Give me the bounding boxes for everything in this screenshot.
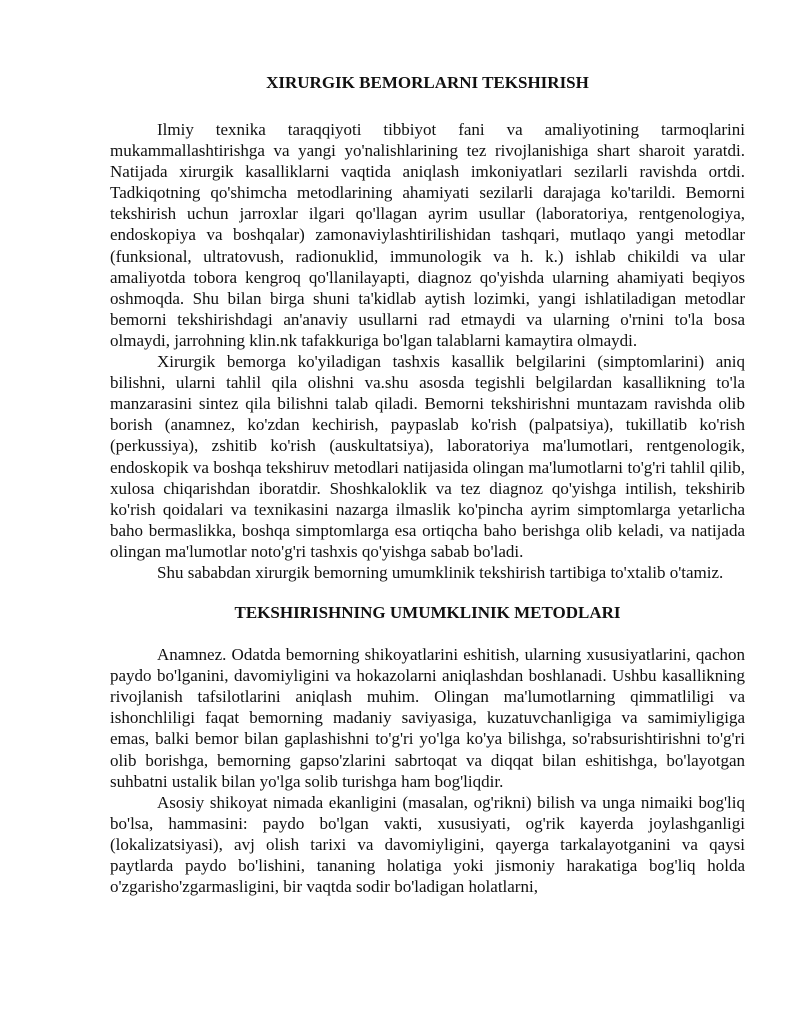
section-paragraph-2: Asosiy shikoyat nimada ekanligini (masalan, og'rikni) bilish va unga nimaiki bog'liq bo'lsa, hammasini: paydo bo'lgan vakti, xususiyati, og'rik kayerda joylashganligi (lokalizatsiyasi), avj olish tarixi va davomiyligini, qayerga tarkalayotganini va qaysi paytlarda paydo bo'lishini, tananing holatiga yoki jismoniy harakatiga bog'liq holda o'zgarisho'zgarmasligini, bir vaqtda sodir bo'ladigan holatlarni, [110, 792, 745, 897]
document-page [110, 72, 745, 897]
intro-paragraph-1: Ilmiy texnika taraqqiyoti tibbiyot fani va amaliyotining tarmoqlarini mukammallashtirishga va yangi yo'nalishlarining tez rivojlanishiga shart sharoit yaratdi. Natijada xirurgik kasalliklarni vaqtida aniqlash imkoniyatlari sezilarli ravishda ortdi. Tadkiqotning qo'shimcha metodlarining ahamiyati sezilarli darajaga ko'tarildi. Bemorni tekshirish uchun jarroxlar ilgari qo'llagan ayrim usullar (laboratoriya, rentgenologiya, endoskopiya va boshqalar) zamonaviylashtirilishidan tashqari, mutlaqo yangi metodlar (funksional, ultratovush, radionuklid, immunologik va h. k.) ishlab chikildi va ular amaliyotda tobora kengroq qo'llanilayapti, diagnoz qo'yishda ularning ahamiyati beqiyos oshmoqda. Shu bilan birga shuni ta'kidlab aytish lozimki, yangi ishlatiladigan metodlar bemorni tekshirishdagi an'anaviy usullarni rad etmaydi va ularning o'rnini to'la bosa olmaydi, jarrohning klin.nk tafakkuriga bo'lgan talablarni kamaytira olmaydi. [110, 120, 745, 350]
section-title: TEKSHIRISHNING UMUMKLINIK METODLARI [234, 603, 621, 623]
intro-paragraph-3: Shu sababdan xirurgik bemorning umumklinik tekshirish tartibiga to'xtalib o'tamiz. [157, 562, 724, 582]
intro-paragraph-2: Xirurgik bemorga ko'yiladigan tashxis kasallik belgilarini (simptomlarini) aniq bilishni, ularni tahlil qila olishni va.shu asosda tegishli belgilardan kasallikning to'la manzarasini sintez qila bilishni talab qiladi. Bemorni tekshirishni muntazam ravishda olib borish (anamnez, ko'zdan kechirish, paypaslab ko'rish (palpatsiya), tukillatib ko'rish (perkussiya), zshitib ko'rish (auskultatsiya), laboratoriya ma'lumotlari, rentgenologik, endoskopik va boshqa tekshiruv metodlari natijasida olingan ma'lumotlarni to'g'ri tahlil qilib, xulosa chiqarishdan iboratdir. Shoshkaloklik va tez diagnoz qo'yishga intilish, tekshirib ko'rish qoidalari va texnikasini nazarga ilmaslik ko'pincha ayrim simptomlarga yetarlicha baho bermaslikka, boshqa simptomlarga esa ortiqcha baho berishga olib keladi, va natijada olingan ma'lumotlar noto'g'ri tashxis qo'yishga sabab bo'ladi. [110, 352, 745, 561]
document-title: XIRURGIK BEMORLARNI TEKSHIRISH [266, 73, 589, 92]
section-paragraph-1: Anamnez. Odatda bemorning shikoyatlarini eshitish, ularning xususiyatlarini, qachon paydo bo'lganini, davomiyligini va hokazolarni aniqlashdan boshlanadi. Ushbu kasallikning rivojlanish tafsilotlarini aniqlash muhim. Olingan ma'lumotlarning qimmatliligi va ishonchliligi faqat bemorning madaniy saviyasiga, kuzatuvchanligiga va samimiyligiga emas, balki bemor bilan gaplashishni to'g'ri yo'lga ko'ya bilishga, so'rabsurishtirishni to'g'ri olib borishga, bemorning gapso'zlarini sabrtoqat va diqqat bilan eshitishga, bo'layotgan suhbatni ustalik bilan yo'lga solib turishga ham bog'liqdir. [110, 645, 745, 791]
